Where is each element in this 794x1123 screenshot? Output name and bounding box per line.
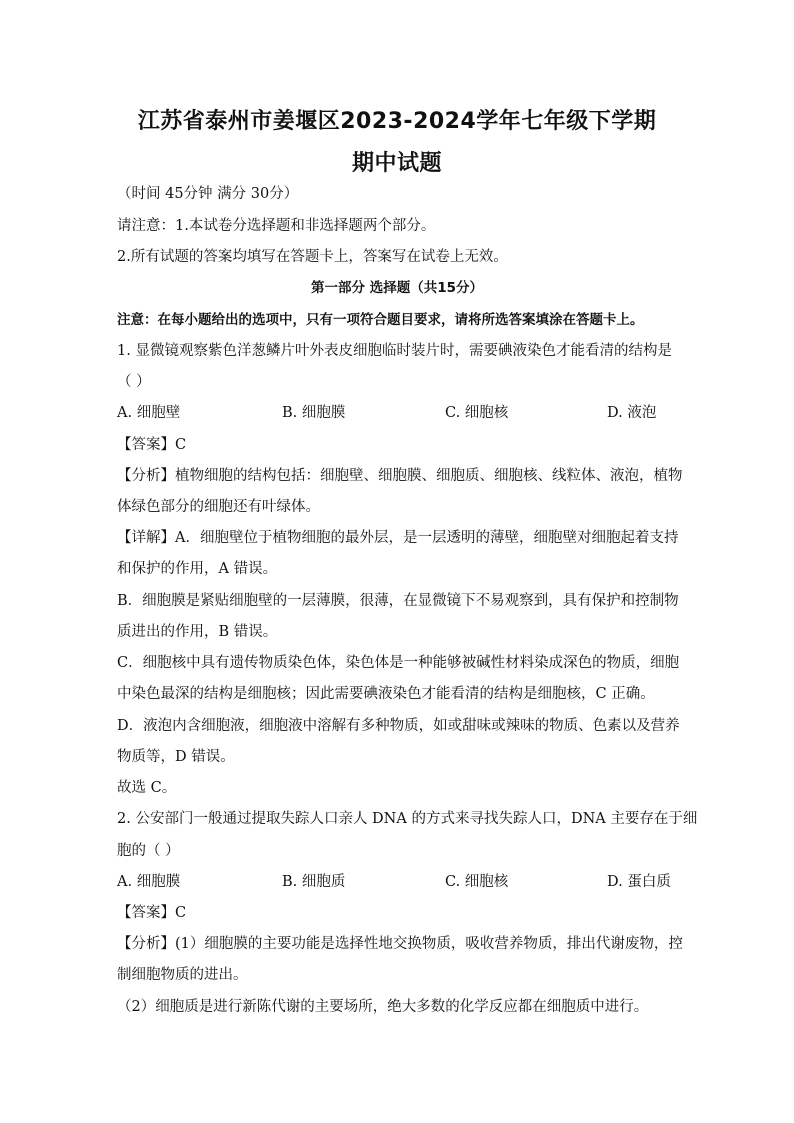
- q1-stem-line2: （ ）: [117, 374, 151, 390]
- q1-option-b: B. 细胞膜: [282, 405, 346, 421]
- q1-detail-line5: C．细胞核中具有遗传物质染色体，染色体是一种能够被碱性材料染成深色的物质，细胞: [117, 655, 680, 671]
- q2-option-b: B. 细胞质: [282, 874, 346, 890]
- q2-stem-line1: 2. 公安部门一般通过提取失踪人口亲人 DNA 的方式来寻找失踪人口，DNA 主要存在于细: [117, 811, 698, 827]
- q1-analysis-line2: 体绿色部分的细胞还有叶绿体。: [117, 499, 320, 515]
- q1-option-c: C. 细胞核: [445, 405, 509, 421]
- q2-option-d: D. 蛋白质: [607, 874, 671, 890]
- q2-option-a: A. 细胞膜: [117, 874, 181, 890]
- exam-title-line2: 期中试题: [351, 151, 442, 176]
- section-notice: 注意：在每小题给出的选项中，只有一项符合题目要求，请将所选答案填涂在答题卡上。: [117, 312, 644, 328]
- q2-analysis-line3: （2）细胞质是进行新陈代谢的主要场所，绝大多数的化学反应都在细胞质中进行。: [117, 999, 649, 1015]
- q1-stem-line1: 1. 显微镜观察紫色洋葱鳞片叶外表皮细胞临时装片时，需要碘液染色才能看清的结构是: [117, 343, 672, 359]
- q1-detail-line8: 物质等，D 错误。: [117, 749, 235, 765]
- q1-option-a: A. 细胞壁: [117, 405, 181, 421]
- q2-option-c: C. 细胞核: [445, 874, 509, 890]
- q1-detail-line7: D．液泡内含细胞液，细胞液中溶解有多种物质，如或甜味或辣味的物质、色素以及营养: [117, 718, 680, 734]
- section-heading: 第一部分 选择题（共15分）: [311, 280, 483, 296]
- notice-line-2: 2.所有试题的答案均填写在答题卡上，答案写在试卷上无效。: [117, 249, 508, 265]
- q1-detail-line1: 【详解】A．细胞壁位于植物细胞的最外层，是一层透明的薄壁，细胞壁对细胞起着支持: [117, 530, 679, 546]
- q2-answer: 【答案】C: [117, 905, 187, 921]
- q1-detail-line4: 质进出的作用，B 错误。: [117, 624, 278, 640]
- q2-stem-line2: 胞的（ ）: [117, 843, 180, 859]
- time-info: （时间 45分钟 满分 30分）: [117, 186, 299, 202]
- q2-analysis-line1: 【分析】(1）细胞膜的主要功能是选择性地交换物质，吸收营养物质，排出代谢废物，控: [117, 936, 683, 952]
- notice-line-1: 请注意：1.本试卷分选择题和非选择题两个部分。: [117, 218, 436, 234]
- q1-detail-line6: 中染色最深的结构是细胞核；因此需要碘液染色才能看清的结构是细胞核，C 正确。: [117, 686, 655, 702]
- q1-detail-line2: 和保护的作用，A 错误。: [117, 561, 278, 577]
- q1-answer: 【答案】C: [117, 437, 187, 453]
- q2-analysis-line2: 制细胞物质的进出。: [117, 967, 248, 983]
- q1-option-d: D. 液泡: [607, 405, 657, 421]
- q1-conclusion: 故选 C。: [117, 780, 177, 796]
- exam-title-line1: 江苏省泰州市姜堰区2023-2024学年七年级下学期: [137, 109, 657, 134]
- q1-detail-line3: B．细胞膜是紧贴细胞壁的一层薄膜，很薄，在显微镜下不易观察到，具有保护和控制物: [117, 593, 679, 609]
- q1-analysis-line1: 【分析】植物细胞的结构包括：细胞壁、细胞膜、细胞质、细胞核、线粒体、液泡，植物: [117, 468, 683, 484]
